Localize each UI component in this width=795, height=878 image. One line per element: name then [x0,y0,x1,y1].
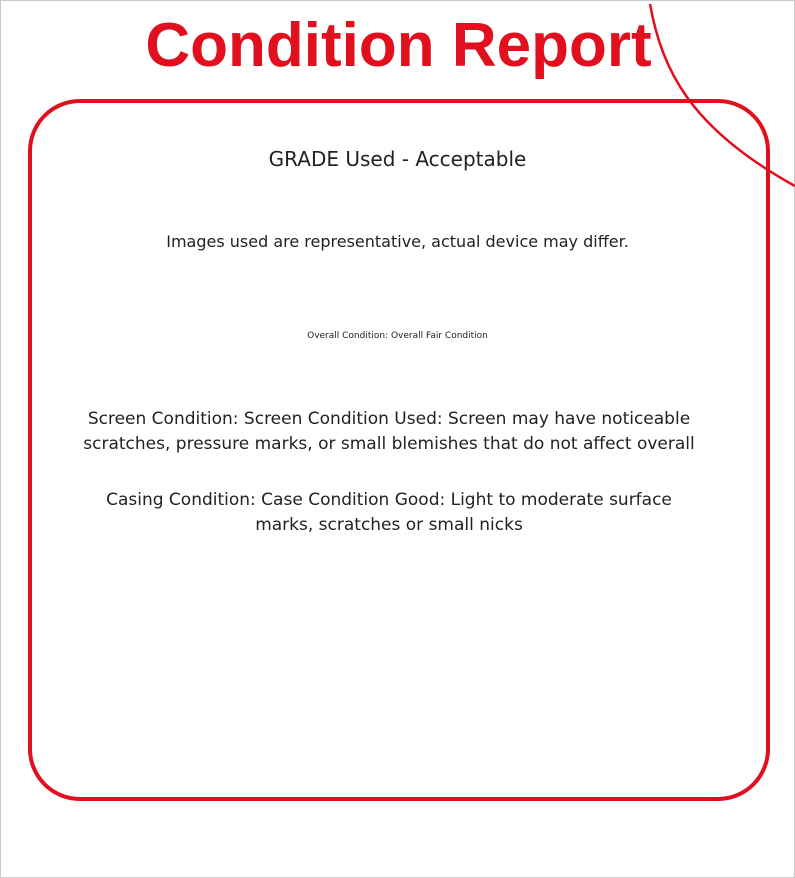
disclaimer-text: Images used are representative, actual device may differ. [166,232,629,251]
page-title: Condition Report [145,11,652,80]
grade-label: GRADE Used - Acceptable [268,147,527,171]
casing-condition-text: Casing Condition: Case Condition Good: Light to moderate surface marks, scratches or small nicks [106,490,672,535]
screen-condition-text: Screen Condition: Screen Condition Used: Screen may have noticeable scratches, pressure marks, or small blemishes that do not affect overall [83,409,695,454]
overall-condition-text: Overall Condition: Overall Fair Condition [307,331,488,341]
